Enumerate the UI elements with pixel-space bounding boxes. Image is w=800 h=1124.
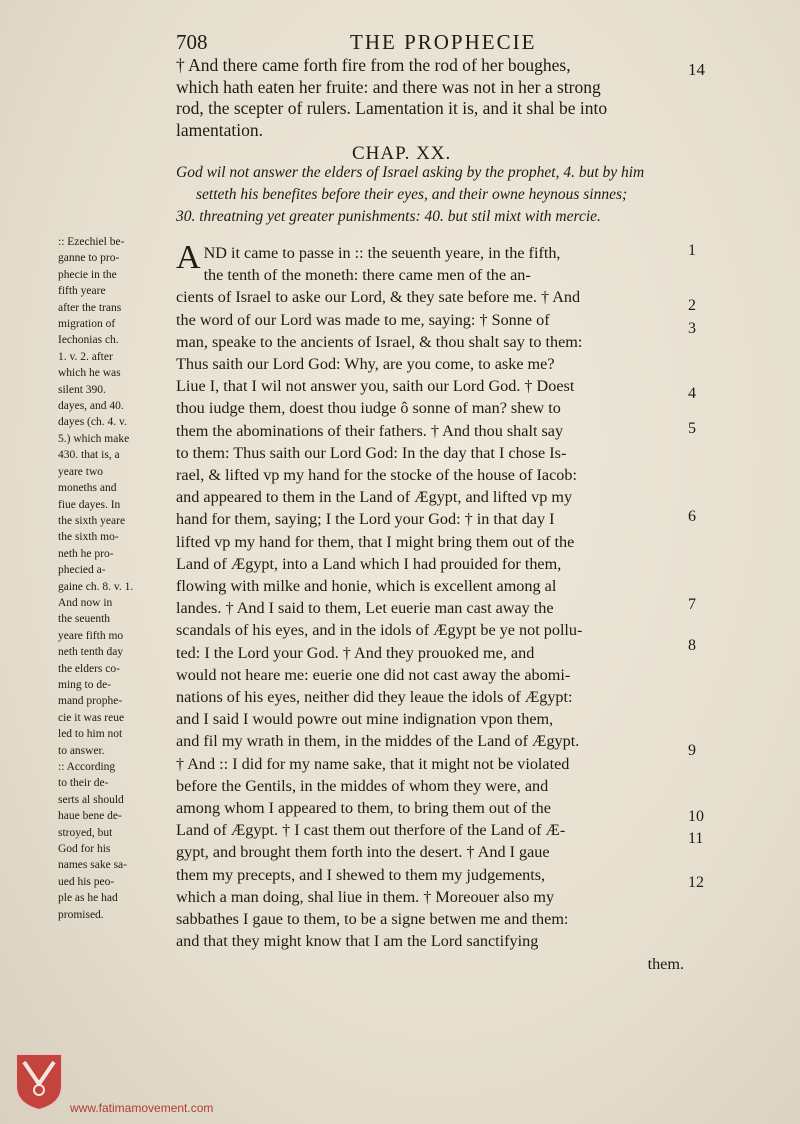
margin-line: the sixth yeare bbox=[58, 514, 126, 527]
text-line: the word of our Lord was made to me, saying: † Sonne of bbox=[176, 310, 550, 329]
text-line: cients of Israel to aske our Lord, & they sate before me. † And bbox=[176, 288, 581, 307]
page-number: 708 bbox=[176, 30, 208, 54]
chapter-argument bbox=[176, 162, 782, 228]
margin-line: promised. bbox=[58, 908, 104, 921]
margin-line: after the trans bbox=[58, 301, 122, 314]
margin-line: :: According bbox=[58, 761, 116, 773]
text-line: would not heare me: euerie one did not cast away the abomi- bbox=[176, 665, 571, 684]
text-line: which a man doing, shal liue in them. † Moreouer also my bbox=[176, 887, 555, 906]
text-line: scandals of his eyes, and in the idols of Ægypt be ye not pollu- bbox=[176, 621, 583, 640]
text-line: and fil my wrath in them, in the middes of the Land of Ægypt. bbox=[176, 732, 580, 751]
verse-number: 7 bbox=[688, 596, 696, 613]
margin-line: ganne to pro- bbox=[58, 252, 120, 265]
margin-line: 430. that is, a bbox=[58, 449, 120, 462]
text-line: † And there came forth fire from the rod of her boughes, bbox=[176, 55, 571, 75]
margin-line: 5.) which make bbox=[58, 432, 130, 445]
argument-line: 30. threatning yet greater punishments: 40. but stil mixt with mercie. bbox=[176, 208, 601, 225]
margin-line: ming to de- bbox=[58, 678, 112, 691]
margin-line: serts al should bbox=[58, 793, 124, 806]
margin-annotation bbox=[58, 234, 172, 923]
verse-number: 1 bbox=[688, 242, 696, 259]
margin-line: ple as he had bbox=[58, 892, 118, 905]
margin-line: to their de- bbox=[58, 777, 109, 790]
margin-line: silent 390. bbox=[58, 383, 106, 396]
margin-line: And now in bbox=[58, 596, 113, 609]
margin-line: fifth yeare bbox=[58, 285, 106, 298]
text-line: lifted vp my hand for them, that I might bring them out of the bbox=[176, 532, 575, 551]
margin-line: cie it was reue bbox=[58, 711, 125, 724]
text-line: Thus saith our Lord God: Why, are you come, to aske me? bbox=[176, 355, 555, 374]
margin-line: mand prophe- bbox=[58, 695, 123, 708]
margin-line: phecie in the bbox=[58, 268, 117, 281]
margin-line: ued his peo- bbox=[58, 875, 115, 888]
margin-line: Iechonias ch. bbox=[58, 334, 119, 347]
text-line: Liue I, that I wil not answer you, saith our Lord God. † Doest bbox=[176, 377, 575, 396]
margin-line: phecied a- bbox=[58, 564, 106, 577]
margin-line: fiue dayes. In bbox=[58, 498, 121, 511]
text-line: and appeared to them in the Land of Ægypt, and lifted vp my bbox=[176, 488, 573, 507]
text-line: † And :: I did for my name sake, that it might not be violated bbox=[176, 754, 570, 773]
margin-line: which he was bbox=[58, 367, 121, 380]
text-line: thou iudge them, doest thou iudge ô sonne of man? shew to bbox=[176, 399, 561, 418]
margin-line: haue bene de- bbox=[58, 810, 122, 823]
margin-line: dayes, and 40. bbox=[58, 400, 124, 413]
margin-line: :: Ezechiel be- bbox=[58, 236, 125, 248]
text-line: before the Gentils, in the middes of whom they were, and bbox=[176, 776, 549, 795]
text-line: ted: I the Lord your God. † And they prouoked me, and bbox=[176, 643, 535, 662]
verse-number: 2 bbox=[688, 297, 696, 314]
text-line: and that they might know that I am the Lord sanctifying bbox=[176, 932, 539, 951]
verse-number: 8 bbox=[688, 637, 696, 654]
margin-line: the elders co- bbox=[58, 662, 120, 675]
main-text bbox=[176, 239, 684, 975]
text-line: rod, the scepter of rulers. Lamentation it is, and it shal be into bbox=[176, 98, 608, 118]
margin-line: neth tenth day bbox=[58, 646, 124, 659]
verse-number: 10 bbox=[688, 808, 704, 825]
verse-number: 12 bbox=[688, 874, 704, 891]
margin-line: neth he pro- bbox=[58, 547, 114, 560]
verse-number: 4 bbox=[688, 385, 696, 402]
margin-line: the sixth mo- bbox=[58, 531, 119, 544]
text-line: among whom I appeared to them, to bring them out of the bbox=[176, 799, 551, 818]
text-line: gypt, and brought them forth into the desert. † And I gaue bbox=[176, 843, 550, 862]
text-line: sabbathes I gaue to them, to be a signe betwen me and them: bbox=[176, 910, 569, 929]
watermark-url: www.fatimamovement.com bbox=[70, 1101, 214, 1115]
running-title: THE PROPHECIE bbox=[350, 30, 537, 54]
margin-line: yeare fifth mo bbox=[58, 629, 124, 642]
verse-number: 11 bbox=[688, 830, 704, 847]
text-line: hand for them, saying; I the Lord your God: † in that day I bbox=[176, 510, 555, 529]
verse-number: 9 bbox=[688, 742, 696, 759]
margin-line: yeare two bbox=[58, 465, 104, 478]
page-header bbox=[0, 30, 800, 56]
verse-number: 6 bbox=[688, 508, 696, 525]
margin-line: gaine ch. 8. v. 1. bbox=[58, 580, 134, 593]
text-line: landes. † And I said to them, Let euerie man cast away the bbox=[176, 599, 554, 618]
margin-line: stroyed, but bbox=[58, 826, 113, 839]
argument-line: God wil not answer the elders of Israel asking by the prophet, 4. but by him bbox=[176, 164, 645, 181]
margin-line: names sake sa- bbox=[58, 859, 127, 872]
margin-line: the seuenth bbox=[58, 613, 111, 626]
margin-line: to answer. bbox=[58, 744, 105, 757]
verse-number-14: 14 bbox=[688, 60, 705, 79]
text-line: man, speake to the ancients of Israel, & thou shalt say to them: bbox=[176, 332, 583, 351]
margin-line: dayes (ch. 4. v. bbox=[58, 416, 127, 429]
catchword: them. bbox=[647, 954, 684, 973]
text-line: lamentation. bbox=[176, 119, 263, 140]
drop-cap: A bbox=[176, 239, 201, 276]
chapter-heading: CHAP. XX. bbox=[352, 143, 452, 164]
text-line: rael, & lifted vp my hand for the stocke of the house of Iacob: bbox=[176, 466, 577, 485]
text-line: them my precepts, and I shewed to them my judgements, bbox=[176, 865, 546, 884]
argument-line: setteth his benefites before their eyes, and their owne heynous sinnes; bbox=[196, 186, 628, 203]
text-line: to them: Thus saith our Lord God: In the day that I chose Is- bbox=[176, 443, 567, 462]
text-line: Land of Ægypt, into a Land which I had prouided for them, bbox=[176, 554, 562, 573]
margin-line: God for his bbox=[58, 843, 111, 856]
text-line: the tenth of the moneth: there came men of the an- bbox=[203, 266, 531, 285]
text-line: flowing with milke and honie, which is excellent among al bbox=[176, 577, 557, 596]
text-line: which hath eaten her fruite: and there was not in her a strong bbox=[176, 76, 601, 97]
papal-seal-icon bbox=[12, 1052, 66, 1112]
verse-number: 5 bbox=[688, 420, 696, 437]
first-line-text: ND it came to passe in :: the seuenth yeare, in the fifth, bbox=[203, 244, 561, 262]
text-line: nations of his eyes, neither did they leaue the idols of Ægypt: bbox=[176, 688, 573, 707]
text-line: Land of Ægypt. † I cast them out therfore of the Land of Æ- bbox=[176, 821, 566, 840]
margin-line: moneths and bbox=[58, 482, 117, 495]
margin-line: led to him not bbox=[58, 728, 123, 741]
verse-number: 3 bbox=[688, 320, 696, 337]
text-line: them the abominations of their fathers. † And thou shalt say bbox=[176, 421, 564, 440]
margin-line: 1. v. 2. after bbox=[58, 350, 113, 363]
text-line: and I said I would powre out mine indignation vpon them, bbox=[176, 710, 554, 729]
margin-line: migration of bbox=[58, 318, 116, 331]
continuation-text bbox=[176, 55, 696, 141]
